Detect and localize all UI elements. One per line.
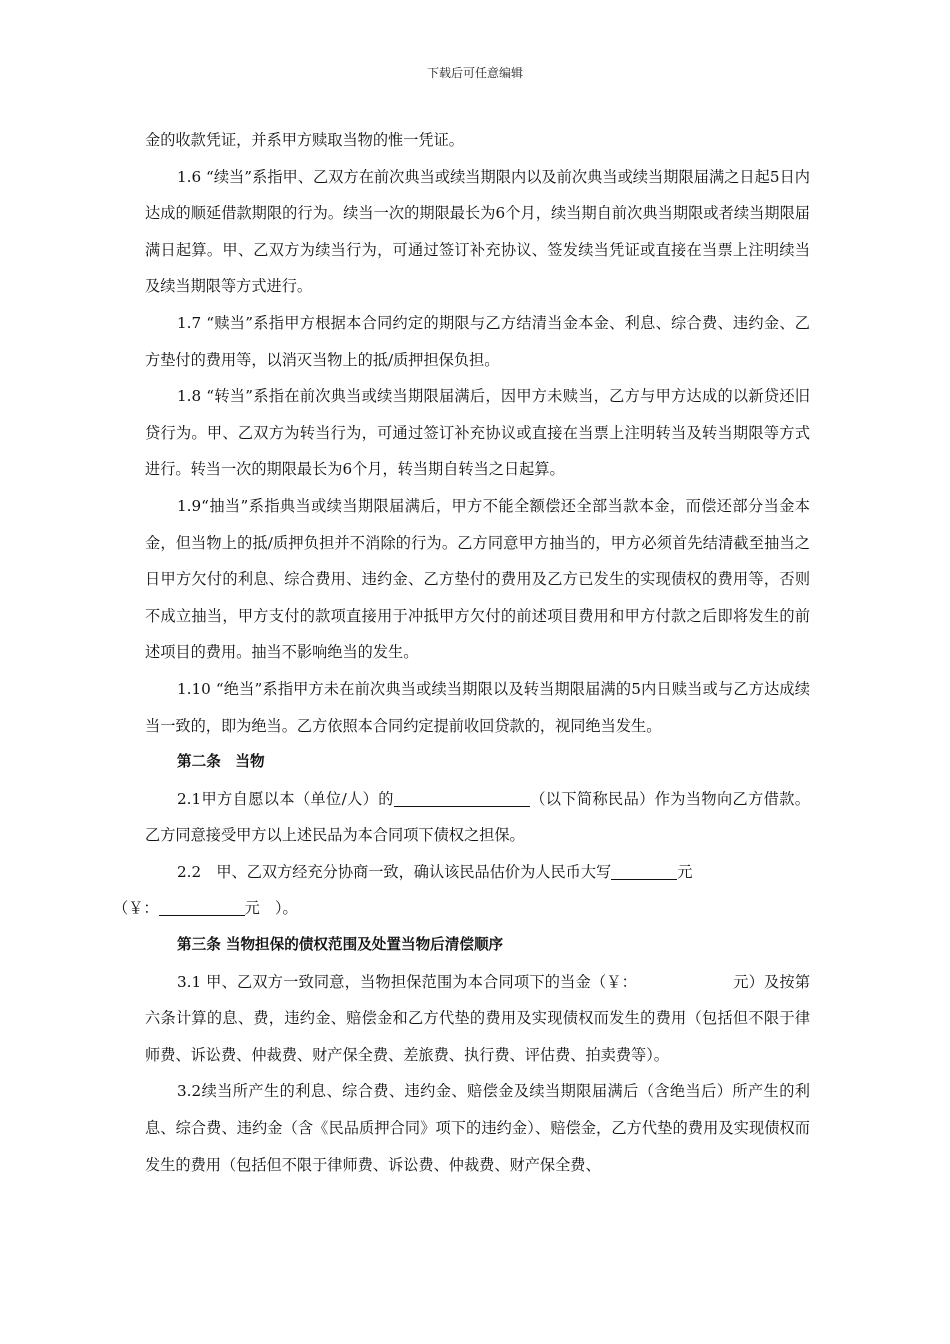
paragraph-1-10: 1.10 “绝当”系指甲方未在前次典当或续当期限以及转当期限届满的5内日赎当或与乙方达成续当一致的，即为绝当。乙方依照本合同约定提前收回贷款的，视同绝当发生。 bbox=[145, 679, 810, 735]
paragraph-2-2 bbox=[113, 854, 810, 927]
paragraph-2-1-text-a: 2.1甲方自愿以本（单位/人）的 bbox=[177, 789, 394, 808]
paragraph-3-1 bbox=[145, 964, 810, 1074]
blank-line-amount-words[interactable] bbox=[611, 861, 677, 880]
paragraph-2-2-text-a: 2.2 甲、乙双方经充分协商一致，确认该民品估价为人民币大写 bbox=[177, 862, 612, 881]
paragraph-2-1 bbox=[145, 781, 810, 854]
blank-line-amount-figures[interactable] bbox=[159, 897, 245, 916]
paragraph-1-6: 1.6 “续当”系指甲、乙双方在前次典当或续当期限内以及前次典当或续当期限届满之日起5日内达成的顺延借款期限的行为。续当一次的期限最长为6个月，续当期自前次典当期限或者续当期限届满日起算。甲、乙双方为续当行为，可通过签订补充协议、签发续当凭证或直接在当票上注明续当及续当期限等方式进行。 bbox=[145, 167, 810, 296]
header-note: 下载后可任意编辑 bbox=[426, 66, 523, 80]
paragraph-continuation: 金的收款凭证，并系甲方赎取当物的惟一凭证。 bbox=[145, 131, 464, 149]
paragraph-1-8: 1.8 “转当”系指在前次典当或续当期限届满后，因甲方未赎当，乙方与甲方达成的以新贷还旧贷行为。甲、乙双方为转当行为，可通过签订补充协议或直接在当票上注明转当及转当期限等方式进行。转当一次的期限最长为6个月，转当期自转当之日起算。 bbox=[145, 387, 810, 479]
paragraph-3-1-text-b: 元） bbox=[733, 972, 765, 991]
paragraph-2-2-text-c: （￥： bbox=[113, 899, 159, 918]
paragraph-3-1-text-a: 3.1 甲、乙双方一致同意，当物担保范围为本合同项下的当金（￥： bbox=[177, 972, 638, 991]
paragraph-1-9: 1.9“抽当”系指典当或续当期限届满后，甲方不能全额偿还全部当款本金，而偿还部分当金本金，但当物上的抵/质押负担并不消除的行为。乙方同意甲方抽当的，甲方必须首先结清截至抽当之日甲方欠付的利息、综合费用、违约金、乙方垫付的费用及乙方已发生的实现债权的费用等，否则不成立抽当，甲方支付的款项直接用于冲抵甲方欠付的前述项目费用和甲方付款之后即将发生的前述项目的费用。抽当不影响绝当的发生。 bbox=[145, 496, 810, 662]
section-heading-article-2: 第二条 当物 bbox=[177, 753, 265, 771]
paragraph-2-1-text-b: （以下简称民品）作为当物向乙方借款。乙方同意接受甲方以上述民品为本合同项下债权之担保。 bbox=[145, 789, 810, 845]
section-heading-article-3: 第三条 当物担保的债权范围及处置当物后清偿顺序 bbox=[177, 936, 504, 954]
paragraph-1-7: 1.7 “赎当”系指甲方根据本合同约定的期限与乙方结清当金本金、利息、综合费、违约金、乙方垫付的费用等，以消灭当物上的抵/质押担保负担。 bbox=[145, 313, 810, 369]
paragraph-3-2: 3.2续当所产生的利息、综合费、违约金、赔偿金及续当期限届满后（含绝当后）所产生的利息、综合费、违约金（含《民品质押合同》项下的违约金）、赔偿金，乙方代垫的费用及实现债权而发生的费用（包括但不限于律师费、诉讼费、仲裁费、财产保全费、 bbox=[145, 1082, 810, 1174]
blank-line-collateral[interactable] bbox=[394, 788, 530, 807]
paragraph-2-2-text-d: 元 ）。 bbox=[244, 899, 298, 918]
document-body bbox=[113, 122, 811, 1183]
paragraph-3-1-text-c: 及按第六条计算的息、费，违约金、赔偿金和乙方代垫的费用及实现债权而发生的费用（包括但不限于律师费、诉讼费、仲裁费、财产保全费、差旅费、执行费、评估费、拍卖费等）。 bbox=[145, 972, 811, 1064]
paragraph-2-2-text-b: 元 bbox=[677, 862, 693, 881]
